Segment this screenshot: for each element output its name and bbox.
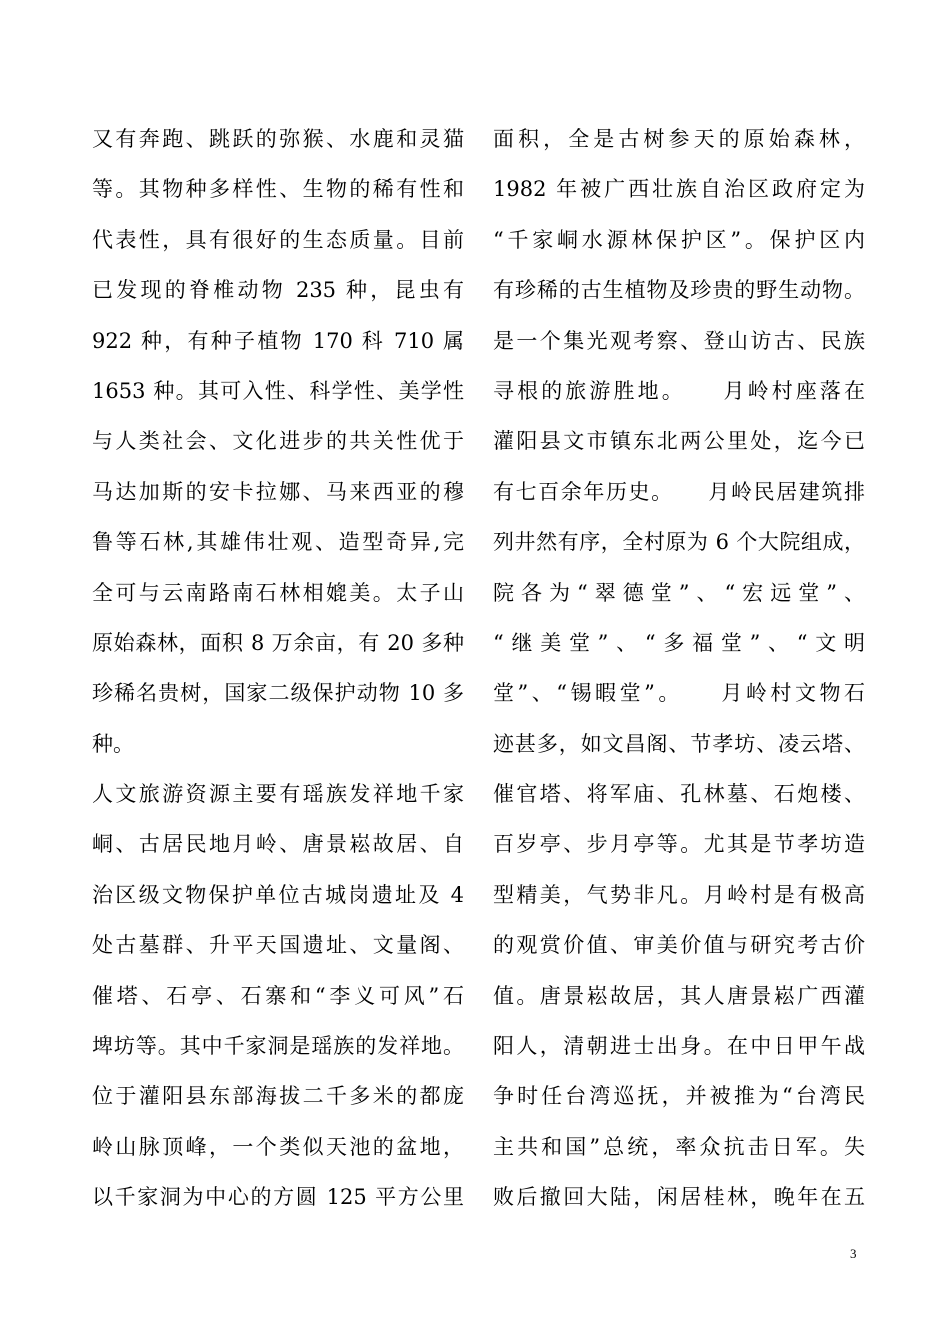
text-line: 迹甚多，如文昌阁、节孝坊、凌云塔、 xyxy=(493,731,865,756)
text-line: 代表性，具有很好的生态质量。目前 xyxy=(92,227,464,252)
text-line: 是一个集光观考察、登山访古、民族 xyxy=(493,328,865,353)
text-line: 鲁等石林,其雄伟壮观、造型奇异,完 xyxy=(92,530,464,555)
text-line: 有七百余年历史。 月岭民居建筑排 xyxy=(493,479,865,504)
text-line: 治区级文物保护单位古城岗遗址及 4 xyxy=(92,882,464,907)
text-line: “千家峒水源林保护区”。保护区内 xyxy=(493,227,865,252)
text-line: 又有奔跑、跳跃的弥猴、水鹿和灵猫 xyxy=(92,127,464,151)
text-line: 有珍稀的古生植物及珍贵的野生动物。 xyxy=(493,278,865,303)
text-line: “继美堂”、“多福堂”、“文明 xyxy=(493,630,865,655)
text-line: 已发现的脊椎动物 235 种，昆虫有 xyxy=(92,278,464,303)
text-line: 埤坊等。其中千家洞是瑶族的发祥地。 xyxy=(92,1034,464,1059)
left-text-column xyxy=(92,114,464,1223)
text-line: 值。唐景崧故居，其人唐景崧广西灌 xyxy=(493,983,865,1008)
text-line: 与人类社会、文化进步的共关性优于 xyxy=(92,429,464,454)
text-line: 面积，全是古树参天的原始森林， xyxy=(493,127,865,151)
text-line: 全可与云南路南石林相媲美。太子山 xyxy=(92,580,464,605)
text-line: 人文旅游资源主要有瑶族发祥地千家 xyxy=(92,782,464,807)
text-line: 阳人，清朝进士出身。在中日甲午战 xyxy=(493,1034,865,1059)
text-line: 位于灌阳县东部海拔二千多米的都庞 xyxy=(92,1084,464,1109)
text-line: 型精美，气势非凡。月岭村是有极高 xyxy=(493,882,865,907)
right-text-column xyxy=(493,114,865,1223)
text-line: 院各为“翠德堂”、“宏远堂”、 xyxy=(493,580,865,605)
text-line: 马达加斯的安卡拉娜、马来西亚的穆 xyxy=(92,479,464,504)
text-line: 岭山脉顶峰，一个类似天池的盆地， xyxy=(92,1134,464,1159)
text-line: 922 种，有种子植物 170 科 710 属 xyxy=(92,328,464,353)
text-line: 主共和国”总统，率众抗击日军。失 xyxy=(493,1134,865,1159)
text-line: 寻根的旅游胜地。 月岭村座落在 xyxy=(493,378,865,403)
text-line: 灌阳县文市镇东北两公里处，迄今已 xyxy=(493,429,865,454)
text-line: 处古墓群、升平天国遗址、文量阁、 xyxy=(92,933,464,958)
text-line: 争时任台湾巡抚，并被推为“台湾民 xyxy=(493,1084,865,1109)
text-line: 催塔、石亭、石寨和“李义可风”石 xyxy=(92,983,464,1008)
text-line: 堂”、“锡暇堂”。 月岭村文物石 xyxy=(493,681,865,706)
text-line: 1982 年被广西壮族自治区政府定为 xyxy=(493,177,865,202)
text-line: 以千家洞为中心的方圆 125 平方公里 xyxy=(92,1185,464,1210)
text-line: 种。 xyxy=(92,731,134,756)
text-line: 等。其物种多样性、生物的稀有性和 xyxy=(92,177,464,202)
page-number: 3 xyxy=(850,1246,857,1261)
text-line: 的观赏价值、审美价值与研究考古价 xyxy=(493,933,865,958)
text-line: 峒、古居民地月岭、唐景崧故居、自 xyxy=(92,832,464,857)
text-line: 败后撤回大陆，闲居桂林，晚年在五 xyxy=(493,1185,865,1210)
text-line: 1653 种。其可入性、科学性、美学性 xyxy=(92,378,464,403)
text-line: 珍稀名贵树，国家二级保护动物 10 多 xyxy=(92,681,464,706)
text-line: 列井然有序，全村原为 6 个大院组成， xyxy=(493,530,865,555)
text-line: 催官塔、将军庙、孔林墓、石炮楼、 xyxy=(493,782,865,807)
text-line: 百岁亭、步月亭等。尤其是节孝坊造 xyxy=(493,832,865,857)
text-line: 原始森林，面积 8 万余亩，有 20 多种 xyxy=(92,630,464,655)
